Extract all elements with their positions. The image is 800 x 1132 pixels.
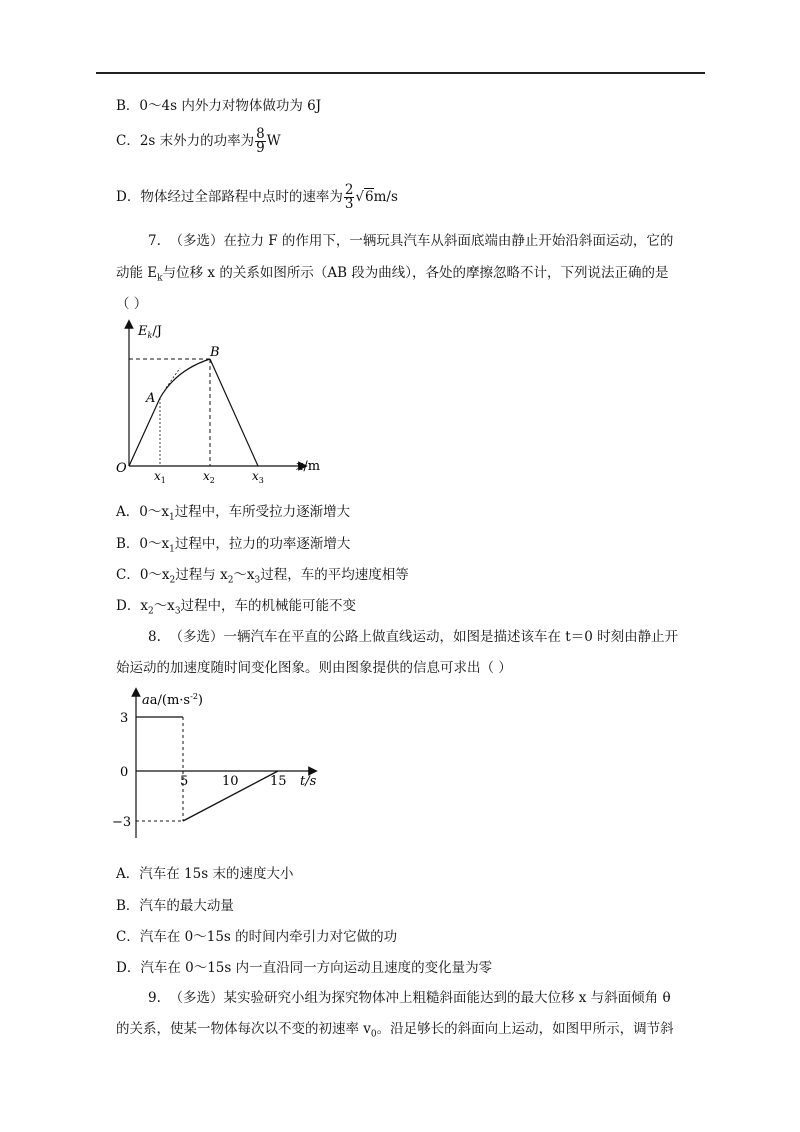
q7-tick-x3: $x_3$ xyxy=(252,469,264,485)
q8-x-label: t/s xyxy=(300,774,317,789)
q7-curve-ab xyxy=(160,359,210,398)
q9-line1: 9. （多选）某实验研究小组为探究物体冲上粗糙斜面能达到的最大位移 x 与斜面倾角 θ xyxy=(148,990,671,1006)
option-c-q6: C．2s 末外力的功率为 $\frac{8}{9}$ W xyxy=(116,126,281,156)
q7-x-label: x/m xyxy=(296,459,321,474)
q8-option-a: A．汽车在 15s 末的速度大小 xyxy=(116,866,294,882)
q8-y-tick-3: 3 xyxy=(120,711,129,726)
q8-y-tick-neg3: −3 xyxy=(112,815,132,830)
q8-x-tick-5: 5 xyxy=(180,774,189,789)
q8-option-b: B．汽车的最大动量 xyxy=(116,898,234,914)
q7-segment-oa xyxy=(129,398,160,466)
sqrt-symbol: √ xyxy=(355,189,365,205)
q7-option-c: C．$0\sim x_2$过程与 $x_2\sim x_3$过程，车的平均速度相等 xyxy=(116,567,409,586)
q8-option-d: D．汽车在 0～15s 内一直沿同一方向运动且速度的变化量为零 xyxy=(116,960,493,976)
q8-x-tick-10: 10 xyxy=(222,774,239,789)
q7-line2: 动能 $E_k$与位移 x 的关系如图所示（AB 段为曲线），各处的摩擦忽略不计，下列说法正确的是 xyxy=(116,265,669,284)
fraction-8-9: $\frac{8}{9}$ xyxy=(256,126,265,156)
q7-line1: 7. （多选）在拉力 F 的作用下，一辆玩具汽车从斜面底端由静止开始沿斜面运动，它的 xyxy=(148,233,674,249)
header-rule xyxy=(96,72,705,74)
q7-option-b: B．$0\sim x_1$过程中，拉力的功率逐渐增大 xyxy=(116,536,351,555)
fraction-2-3: $\frac{2}{3}$ xyxy=(344,182,354,212)
q8-a-t-graph xyxy=(108,686,340,844)
q7-point-b-label: B xyxy=(210,345,220,360)
q9-line2: 的关系，使某一物体每次以不变的初速率 $v_0$。沿足够长的斜面向上运动，如图甲所示，调节斜 xyxy=(116,1021,674,1040)
q8-y-label: $aa/(m\cdot s^{-2})$ xyxy=(142,692,203,708)
q7-ek-x-graph xyxy=(108,318,338,490)
q8-x-tick-15: 15 xyxy=(270,774,287,789)
option-d-q6: D．物体经过全部路程中点时的速率为 $\frac{2}{3}$ √6m/s xyxy=(116,182,398,212)
q7-y-label: $E_k/J$ xyxy=(138,324,162,340)
q7-tangent-dash xyxy=(166,368,180,388)
q7-point-a-label: A xyxy=(146,391,156,406)
q7-line3: （ ） xyxy=(116,296,148,312)
q7-segment-bx3 xyxy=(210,359,258,466)
q7-tick-x2: $x_2$ xyxy=(203,469,215,485)
q7-option-d: D．$x_2\sim x_3$过程中，车的机械能可能不变 xyxy=(116,598,357,617)
sqrt-radicand: 6 xyxy=(365,189,374,205)
q7-option-a: A．$0\sim x_1$过程中，车所受拉力逐渐增大 xyxy=(116,504,351,523)
q7-origin-label: O xyxy=(116,461,127,476)
option-b-q6: B．0～4s 内外力对物体做功为 6J xyxy=(116,98,322,114)
q8-option-c: C．汽车在 0～15s 的时间内牵引力对它做的功 xyxy=(116,929,398,945)
q8-line2: 始运动的加速度随时间变化图象。则由图象提供的信息可求出（ ） xyxy=(116,660,512,676)
q7-tick-x1: $x_1$ xyxy=(154,469,166,485)
q8-line1: 8. （多选）一辆汽车在平直的公路上做直线运动，如图是描述该车在 t＝0 时刻由静止开 xyxy=(148,629,679,645)
q8-y-tick-0: 0 xyxy=(120,765,129,780)
